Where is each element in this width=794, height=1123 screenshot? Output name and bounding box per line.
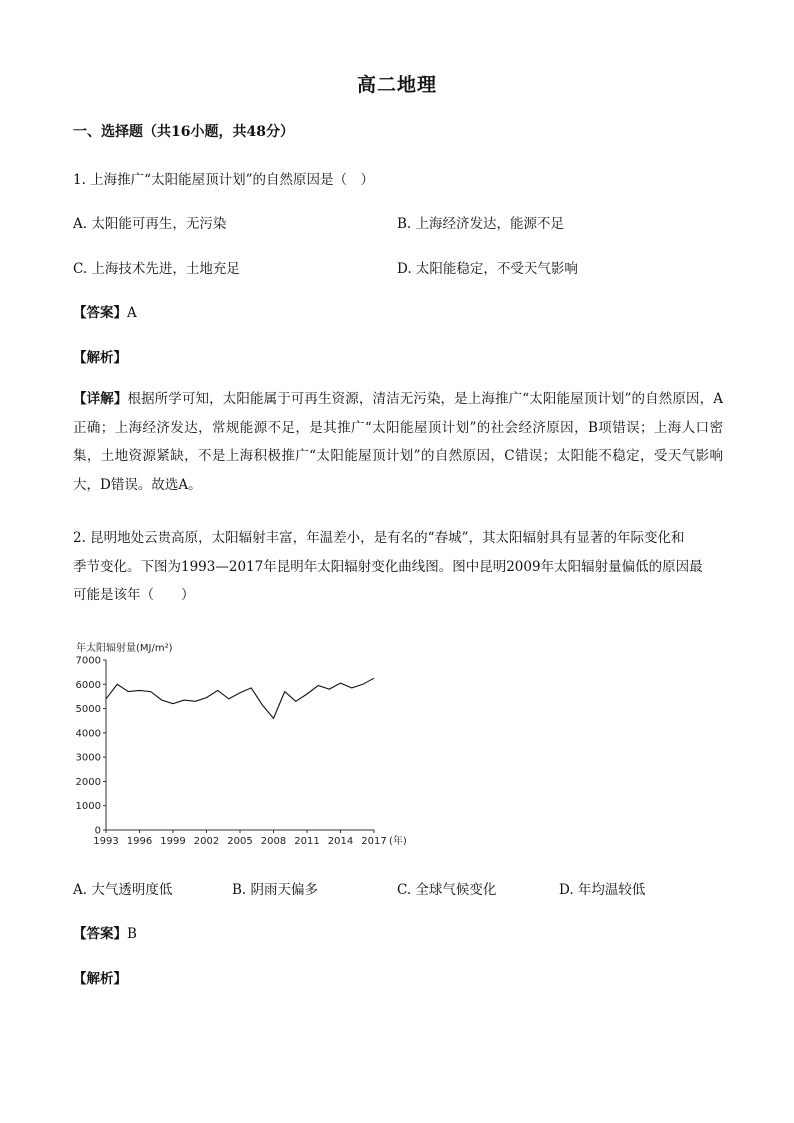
q2-answer-value: B xyxy=(127,926,137,942)
y-tick-label: 6000 xyxy=(75,679,101,691)
question-2-stem xyxy=(73,524,723,610)
section-heading: 一、选择题（共16小题，共48分） xyxy=(73,124,294,140)
y-tick-label: 5000 xyxy=(75,704,101,716)
q1-detail xyxy=(73,385,723,499)
q1-answer xyxy=(73,301,137,321)
q1-analysis-label: 【解析】 xyxy=(73,350,127,366)
x-tick-label: 2005 xyxy=(227,836,253,847)
y-tick-label: 0 xyxy=(94,825,101,837)
q1-option-b: B. 上海经济发达，能源不足 xyxy=(397,216,565,232)
x-tick-label: 1993 xyxy=(93,836,119,847)
x-tick-label: 2014 xyxy=(327,836,354,847)
page-title: 高二地理 xyxy=(356,74,437,96)
x-tick-label: 1999 xyxy=(160,836,186,847)
y-tick-label: 3000 xyxy=(75,752,101,764)
x-unit-label: (年) xyxy=(389,836,407,847)
q1-option-d: D. 太阳能稳定，不受天气影响 xyxy=(397,261,578,277)
q1-option-a: A. 太阳能可再生，无污染 xyxy=(73,216,227,232)
q2-option-a: A. 大气透明度低 xyxy=(73,882,173,898)
q2-stem-line: 2. 昆明地处云贵高原，太阳辐射丰富，年温差小，是有名的“春城”，其太阳辐射具有显著的年际变化和 xyxy=(73,530,685,546)
series-line-solar-radiation xyxy=(106,678,374,718)
chart-title: 年太阳辐射量(MJ/m²) xyxy=(76,643,173,654)
q1-answer-label: 【答案】 xyxy=(73,305,127,321)
q2-stem-line: 可能是该年（ ） xyxy=(73,587,195,603)
y-tick-label: 1000 xyxy=(75,801,101,813)
question-1-stem: 1. 上海推广“太阳能屋顶计划”的自然原因是（ ） xyxy=(73,172,374,188)
x-tick-label: 2002 xyxy=(193,836,220,847)
q2-stem-line: 季节变化。下图为1993—2017年昆明年太阳辐射变化曲线图。图中昆明2009年太阳辐射量偏低的原因最 xyxy=(73,558,703,575)
q2-answer xyxy=(73,922,137,942)
q1-detail-text: 根据所学可知，太阳能属于可再生资源，清洁无污染，是上海推广“太阳能屋顶计划”的自然原因，A正确；上海经济发达，常规能源不足，是其推广“太阳能屋顶计划”的社会经济原因，B项错误；上海人口密集，土地资源紧缺，不是上海积极推广“太阳能屋顶计划”的自然原因，C错误；太阳能不稳定，受天气影响大，D错误。故选A。 xyxy=(73,391,723,493)
solar-radiation-chart xyxy=(74,640,414,850)
chart-svg xyxy=(74,640,414,850)
q2-option-c: C. 全球气候变化 xyxy=(397,882,497,898)
q2-option-d: D. 年均温较低 xyxy=(559,882,646,898)
q2-option-b: B. 阴雨天偏多 xyxy=(232,882,319,898)
q2-analysis-label: 【解析】 xyxy=(73,971,127,987)
q2-answer-label: 【答案】 xyxy=(73,926,127,942)
q1-answer-value: A xyxy=(127,305,137,321)
x-tick-label: 2008 xyxy=(260,836,287,847)
x-tick-label: 1996 xyxy=(126,836,153,847)
y-tick-label: 2000 xyxy=(75,776,101,788)
y-tick-label: 7000 xyxy=(75,655,101,667)
q1-detail-label: 【详解】 xyxy=(73,391,128,407)
x-tick-label: 2017 xyxy=(361,836,387,847)
x-tick-label: 2011 xyxy=(294,836,320,847)
q1-option-c: C. 上海技术先进，土地充足 xyxy=(73,261,240,277)
y-tick-label: 4000 xyxy=(75,728,101,740)
